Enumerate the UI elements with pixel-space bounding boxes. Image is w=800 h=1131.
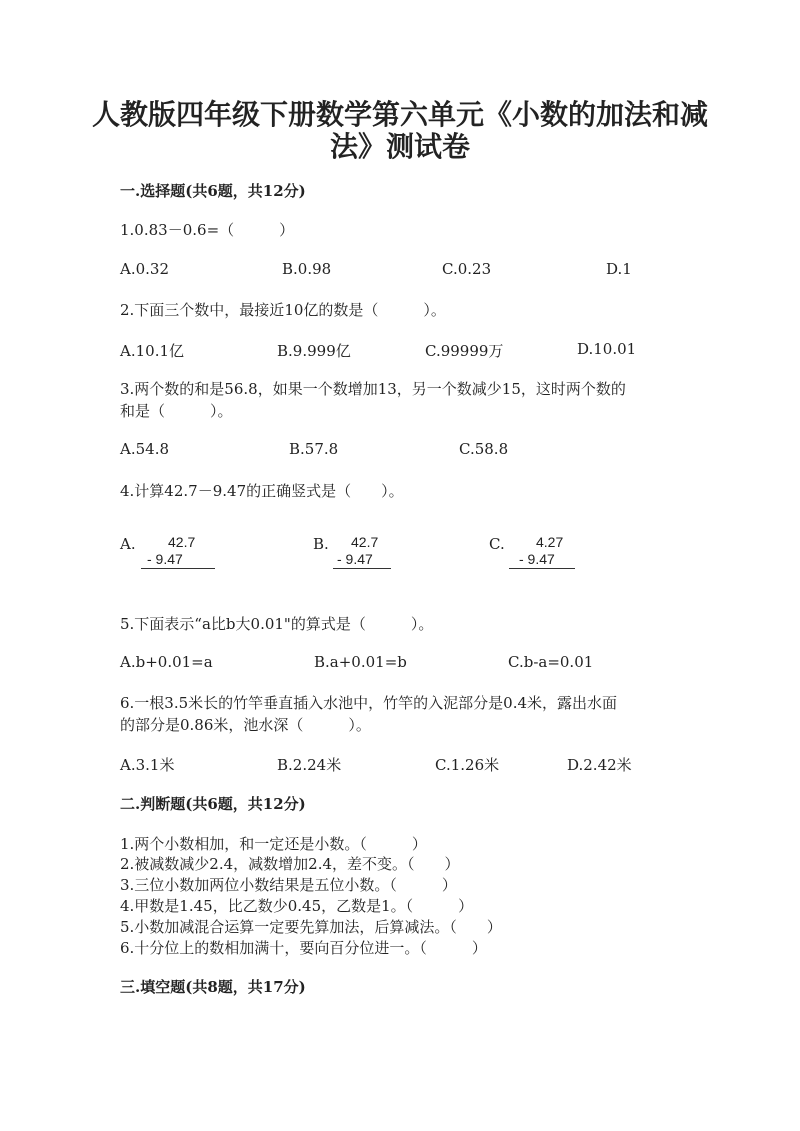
question-4-option-a-label: A. <box>120 535 136 553</box>
vertical-a-rule <box>141 568 215 569</box>
question-4-option-a-vertical <box>140 534 220 570</box>
question-5-option-b: B.a+0.01=b <box>314 653 407 671</box>
judge-item-3: 3.三位小数加两位小数结果是五位小数。（ ） <box>120 876 457 894</box>
vertical-b-top: 42.7 <box>351 534 379 550</box>
question-2-option-b: B.9.999亿 <box>277 342 351 360</box>
question-4-stem: 4.计算42.7－9.47的正确竖式是（ ）。 <box>120 482 404 500</box>
vertical-b-rule <box>333 568 391 569</box>
vertical-c-bottom: - 9.47 <box>519 551 555 567</box>
vertical-b-bottom: - 9.47 <box>337 551 373 567</box>
section-heading-fill-blank: 三.填空题(共8题，共17分) <box>120 978 306 996</box>
question-2-option-d: D.10.01 <box>577 340 637 358</box>
judge-item-6: 6.十分位上的数相加满十，要向百分位进一。（ ） <box>120 939 487 957</box>
question-2-option-c: C.99999万 <box>425 342 504 360</box>
title-line-2: 法》测试卷 <box>329 130 470 163</box>
question-5-stem: 5.下面表示“a比b大0.01"的算式是（ ）。 <box>120 615 434 633</box>
question-4-option-c-vertical <box>509 534 589 570</box>
vertical-a-bottom: - 9.47 <box>147 551 183 567</box>
question-3-stem-line-2: 和是（ ）。 <box>120 402 233 420</box>
question-6-option-c: C.1.26米 <box>435 756 500 774</box>
judge-item-5: 5.小数加减混合运算一定要先算加法，后算减法。（ ） <box>120 918 502 936</box>
judge-item-1: 1.两个小数相加，和一定还是小数。（ ） <box>120 835 427 853</box>
question-1-stem: 1.0.83－0.6=（ ） <box>120 221 295 239</box>
question-4-option-b-vertical <box>333 534 403 570</box>
question-6-option-b: B.2.24米 <box>277 756 342 774</box>
question-1-option-b: B.0.98 <box>282 260 332 278</box>
question-5-option-a: A.b+0.01=a <box>120 653 213 671</box>
question-2-option-a: A.10.1亿 <box>120 342 184 360</box>
question-6-option-a: A.3.1米 <box>120 756 175 774</box>
question-1-option-d: D.1 <box>606 260 632 278</box>
question-3-option-a: A.54.8 <box>120 440 169 458</box>
title-line-1: 人教版四年级下册数学第六单元《小数的加法和减 <box>91 98 708 131</box>
question-1-option-c: C.0.23 <box>442 260 492 278</box>
section-heading-true-false: 二.判断题(共6题，共12分) <box>120 795 306 813</box>
vertical-a-top: 42.7 <box>168 534 196 550</box>
question-4-option-c-label: C. <box>489 535 505 553</box>
question-3-option-b: B.57.8 <box>289 440 339 458</box>
question-5-option-c: C.b-a=0.01 <box>508 653 594 671</box>
question-3-option-c: C.58.8 <box>459 440 509 458</box>
judge-item-2: 2.被减数减少2.4，减数增加2.4，差不变。（ ） <box>120 855 460 873</box>
question-6-stem-line-1: 6.一根3.5米长的竹竿垂直插入水池中，竹竿的入泥部分是0.4米，露出水面 <box>120 694 618 712</box>
vertical-c-rule <box>509 568 575 569</box>
question-6-option-d: D.2.42米 <box>567 756 632 774</box>
question-4-option-b-label: B. <box>313 535 329 553</box>
question-3-stem-line-1: 3.两个数的和是56.8，如果一个数增加13，另一个数减少15，这时两个数的 <box>120 380 626 398</box>
question-2-stem: 2.下面三个数中，最接近10亿的数是（ ）。 <box>120 301 446 319</box>
question-1-option-a: A.0.32 <box>120 260 169 278</box>
section-heading-choice: 一.选择题(共6题，共12分) <box>120 182 306 200</box>
vertical-c-top: 4.27 <box>536 534 564 550</box>
question-6-stem-line-2: 的部分是0.86米，池水深（ ）。 <box>120 716 371 734</box>
judge-item-4: 4.甲数是1.45，比乙数少0.45，乙数是1。（ ） <box>120 897 474 915</box>
